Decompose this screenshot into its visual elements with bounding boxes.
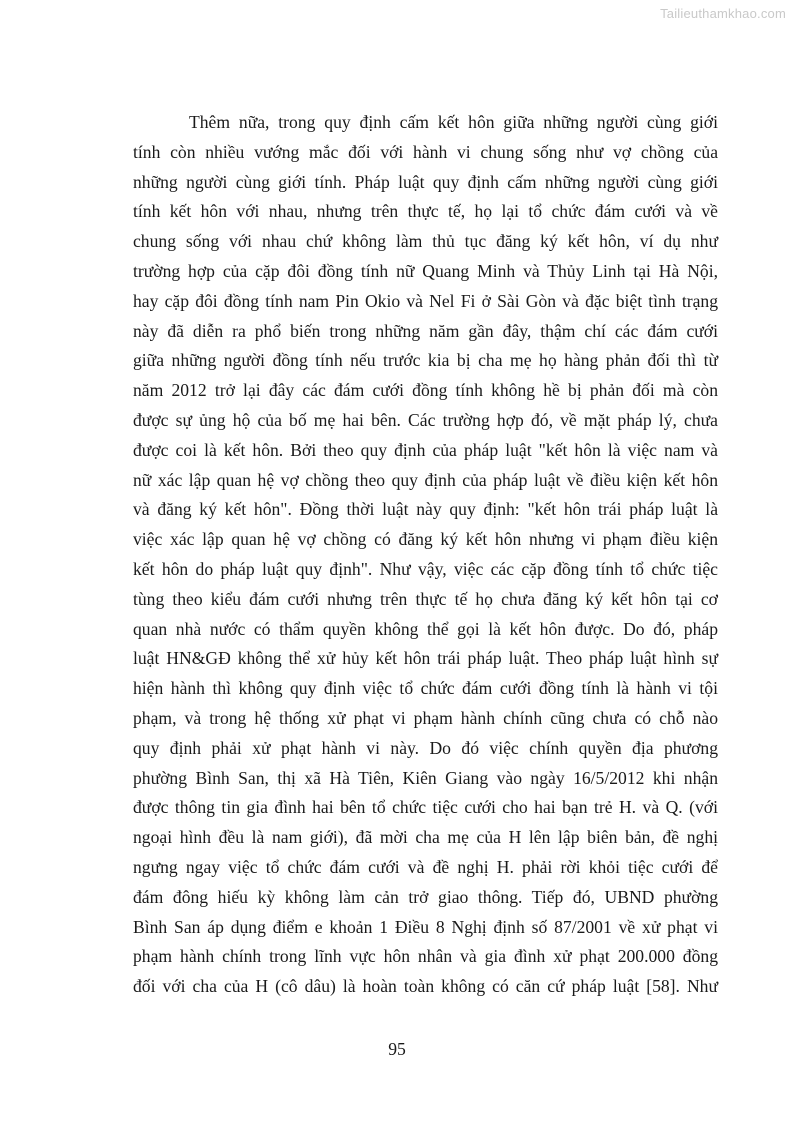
paragraph-line: và đăng ký kết hôn". Đồng thời luật này quy định: "kết hôn trái pháp luật là <box>133 499 718 520</box>
paragraph-line: việc xác lập quan hệ vợ chồng có đăng ký kết hôn nhưng vi phạm điều kiện <box>133 529 718 550</box>
paragraph-line: chung sống với nhau chứ không làm thủ tục đăng ký kết hôn, ví dụ như <box>133 231 718 252</box>
paragraph-line: phạm, và trong hệ thống xử phạt vi phạm hành chính cũng chưa có chỗ nào <box>133 707 718 728</box>
page-number: 95 <box>388 1039 406 1059</box>
paragraph-line: đám đông hiếu kỳ không làm cản trở giao thông. Tiếp đó, UBND phường <box>133 886 718 907</box>
paragraph-line: ngưng ngay việc tổ chức đám cưới và đề nghị H. phải rời khỏi tiệc cưới để <box>133 856 718 877</box>
paragraph-line: đối với cha của H (cô dâu) là hoàn toàn không có căn cứ pháp luật [58]. Như <box>133 976 718 997</box>
paragraph-line: luật HN&GĐ không thể xử hủy kết hôn trái pháp luật. Theo pháp luật hình sự <box>133 648 718 669</box>
paragraph-line: Thêm nữa, trong quy định cấm kết hôn giữa những người cùng giới <box>189 112 718 132</box>
paragraph-line: Bình San áp dụng điểm e khoản 1 Điều 8 Nghị định số 87/2001 về xử phạt vi <box>133 916 718 937</box>
paragraph-line: tính kết hôn với nhau, nhưng trên thực tế, họ lại tổ chức đám cưới và về <box>133 201 718 222</box>
paragraph-line: trường hợp của cặp đôi đồng tính nữ Quang Minh và Thủy Linh tại Hà Nội, <box>133 260 718 281</box>
paragraph-line: phạm hành chính trong lĩnh vực hôn nhân và gia đình xử phạt 200.000 đồng <box>133 946 718 967</box>
paragraph-line: những người cùng giới tính. Pháp luật quy định cấm những người cùng giới <box>133 171 718 192</box>
paragraph-line: năm 2012 trở lại đây các đám cưới đồng tính không hề bị phản đối mà còn <box>133 380 718 401</box>
paragraph-line: quan nhà nước có thẩm quyền không thể gọi là kết hôn được. Do đó, pháp <box>133 618 718 639</box>
paragraph-line: tính còn nhiều vướng mắc đối với hành vi chung sống như vợ chồng của <box>133 141 718 162</box>
paragraph-line: hiện hành thì không quy định việc tổ chức đám cưới đồng tính là hành vi tội <box>133 678 718 699</box>
paragraph-line: kết hôn do pháp luật quy định". Như vậy, việc các cặp đồng tính tổ chức tiệc <box>133 558 718 579</box>
paragraph-line: nữ xác lập quan hệ vợ chồng theo quy định của pháp luật về điều kiện kết hôn <box>133 469 718 490</box>
paragraph-line: ngoại hình đều là nam giới), đã mời cha mẹ của H lên lập biên bản, đề nghị <box>133 827 718 848</box>
paragraph-line: giữa những người đồng tính nếu trước kia bị cha mẹ họ hàng phản đối thì từ <box>133 350 718 371</box>
paragraph-line: phường Bình San, thị xã Hà Tiên, Kiên Giang vào ngày 16/5/2012 khi nhận <box>133 767 718 788</box>
paragraph-line: tùng theo kiểu đám cưới nhưng trên thực tế họ chưa đăng ký kết hôn tại cơ <box>133 588 718 609</box>
paragraph-line: quy định phải xử phạt hành vi này. Do đó việc chính quyền địa phương <box>133 737 718 758</box>
paragraph-line: được thông tin gia đình hai bên tổ chức tiệc cưới cho hai bạn trẻ H. và Q. (với <box>133 797 718 818</box>
paragraph-line: được coi là kết hôn. Bởi theo quy định của pháp luật "kết hôn là việc nam và <box>133 439 718 460</box>
watermark-text: Tailieuthamkhao.com <box>660 6 786 21</box>
paragraph-line: hay cặp đôi đồng tính nam Pin Okio và Nel Fi ở Sài Gòn và đặc biệt tình trạng <box>133 290 718 311</box>
body-paragraph <box>133 108 718 1002</box>
paragraph-line: được sự ủng hộ của bố mẹ hai bên. Các trường hợp đó, về mặt pháp lý, chưa <box>133 409 718 430</box>
paragraph-line: này đã diễn ra phổ biến trong những năm gần đây, thậm chí các đám cưới <box>133 320 718 341</box>
